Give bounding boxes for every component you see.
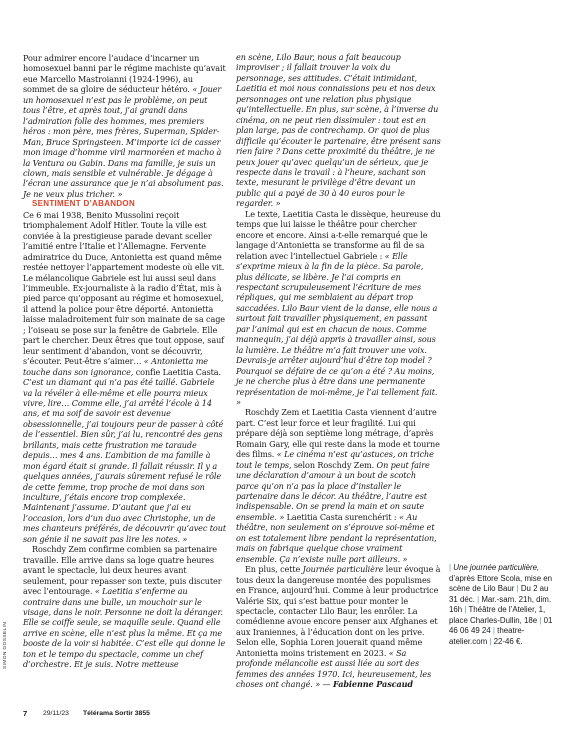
magazine-name: Télérama Sortir 3855 [83,709,150,717]
show-price: 22-46 €. [493,636,523,646]
article-paragraph: en scène, Lilo Baur, nous a fait beaucoup improviser ; il fallait trouver la voix du personnage, ses attitudes. C’était intimidant, Laetitia et moi nous connaissions peu et nos deux personnages ont une relation plus physique qu’intellectuelle. En plus, sur scène, à l’inverse du cinéma, on ne peut rien dissimuler : tout est en plan large, pas de contrechamp. Or quoi de plus difficile qu’écouter le partenaire, être présent sans rien faire ? Dans cette proximité du théâtre, je ne peux jouer qu’avec quelqu’un de sérieux, que je respecte dans le travail : à l’heure, sachant son texte, mesurant le privilège d’être devant un public qui a payé de 30 à 40 euros pour le regarder. » [236,52,441,209]
article-paragraph: Roschdy Zem confirme combien sa partenaire travaille. Elle arrive dans sa loge quatre heures avant le spectacle, lui deux heures avant seulement, pour repasser son texte, puis discuter avec l’entourage. « Laetitia s’enferme au contraire dans une bulle, un mouchoir sur le visage, dans le noir. Personne ne doit la déranger. Elle se coiffe seule, se maquille seule. Quand elle arrive en scène, elle n’est plus la même. Et ça me booste de la voir si habitée. C’est elle qui donne le ton et le tempo du spectacle, comme un chef d’orchestre. Et je suis. Notre metteuse [23,544,226,670]
show-credits: d’après Ettore Scola, mise en scène de Lilo Baur [449,573,553,593]
photo-credit: SIMON GOSSELIN [3,621,8,669]
article-column-1 [23,53,226,670]
show-venue: Théâtre de l’Atelier, 1, place Charles-Dullin, 18e [449,605,546,625]
show-times: Mar.-sam. 21h, dim. 16h [449,594,552,614]
show-info-box: | Une journée particulière, d’après Ettore Scola, mise en scène de Lilo Baur | Du 2 au 31 déc. | Mar.-sam. 21h, dim. 16h | Théâtre de l’Atelier, 1, place Charles-Dullin, 18e | 01 46 06 49 24 | theatre-atelier.com | 22-46 €. [449,563,553,646]
show-dates: Du 2 au 31 déc. [449,584,549,604]
page-footer [23,707,283,719]
show-website: theatre-atelier.com [449,626,525,646]
page-number: 7 [23,708,28,718]
show-phone: 01 46 06 49 24 [449,615,553,635]
section-subheading: SENTIMENT D’ABANDON [32,199,136,209]
article-paragraph: Ce 6 mai 1938, Benito Mussolini reçoit triomphalement Adolf Hitler. Toute la ville est conviée à la prestigieuse parade devant sceller l’amitié entre l’Italie et l’Allemagne. Fervente admiratrice du Duce, Antonietta est quand même restée nettoyer l’appartement modeste où elle vit. Le mélancolique Gabriele est lui aussi seul dans l’immeuble. Ex-journaliste à la radio d’État, mis à pied parce qu’opposant au régime et homosexuel, il attend la police pour être déporté. Antonietta laisse maladroitement fuir son mainate de sa cage ; l’oiseau se pose sur la fenêtre de Gabriele. Elle part le chercher. Deux êtres que tout oppose, sauf leur sentiment d’abandon, vont se découvrir, s’écouter. Peut-être s’aimer… « Antonietta me touche dans son ignorance, confie Laetitia Casta. C’est un diamant qui n’a pas été taillé. Gabriele va la révéler à elle-même et elle pourra mieux vivre, lire… Comme elle, j’ai arrêté l’école à 14 ans, et ma soif de savoir est devenue obsessionnelle, j’ai toujours peur de passer à côté de l’essentiel. Bien sûr, j’ai lu, rencontré des gens brillants, mais cette frustration me taraude depuis… mes 4 ans. L’ambition de ma famille à mon égard était si grande. Il fallait réussir. Il y a quelques années, j’aurais sûrement refusé le rôle de cette femme, trop proche de moi dans son inculture, j’étais encore trop complexée. Maintenant j’assume. D’autant que j’ai eu l’occasion, lors d’un duo avec Christophe, un de mes chanteurs préférés, de découvrir qu’avec tout son génie il ne savait pas lire les notes. » [23,209,226,544]
article-column-2 [236,52,441,690]
article-paragraph: Le texte, Laetitia Casta le dissèque, heureuse du temps que lui laisse le théâtre pour chercher encore et encore. Ainsi a-t-elle remarqué que le langage d’Antonietta se transforme au fil de sa relation avec l’intellectuel Gabriele : « Elle s’exprime mieux à la fin de la pièce. Sa parole, plus délicate, se libère. Je l’ai compris en respectant scrupuleusement l’écriture de mes répliques, qui me semblaient au départ trop saccadées. Lilo Baur vient de la danse, elle nous a surtout fait travailler physiquement, en passant par l’animal qui est en chacun de nous. Comme mannequin, j’ai déjà appris à travailler ainsi, sous la lumière. Le théâtre m’a fait trouver une voix. Devrais-je arrêter aujourd’hui d’être top model ? Pourquoi se défaire de ce qu’on a été ? Au moins, je ne cherche plus à être dans une permanente représentation de moi-même, je l’ai tellement fait. » [236,208,441,407]
show-title: Une journée particulière, [453,563,540,572]
article-paragraph: Roschdy Zem et Laetitia Casta viennent d’autre part. C’est leur force et leur fragilité. Lui qui prépare déjà son septième long métrage, d’après Romain Gary, elle qui reste dans la mode et tourne des films. « Le cinéma n’est qu’astuces, on triche tout le temps, selon Roschdy Zem. On peut faire une déclaration d’amour à un bout de scotch parce qu’on n’a pas la place d’installer le partenaire dans le décor. Au théâtre, l’autre est indispensable. On se prend la main et on saute ensemble. » Laetitia Casta surenchérit : « Au théâtre, non seulement on s’éprouve soi-même et on est totalement libre pendant la représentation, mais on fabrique quelque chose vraiment ensemble. Ça n’existe nulle part ailleurs. » [236,407,440,564]
article-paragraph: En plus, cette Journée particulière leur évoque à tous deux la dangereuse montée des populismes en France, aujourd’hui. Comme à leur productrice Valérie Six, qui s’est battue pour monter le spectacle, contacter Lilo Baur, les enrôler. La comédienne avoue encore penser aux Afghanes et aux Iraniennes, à l’éducation dont on les prive. Selon elle, Sophia Loren jouerait quand même Antonietta moins tristement en 2023. « Sa profonde mélancolie est aussi liée au sort des femmes des années 1970. Ici, heureusement, les choses ont changé. » — Fabienne Pascaud [236,564,441,690]
issue-date: 29/11/23 [43,709,69,717]
article-paragraph: Pour admirer encore l’audace d’incarner un homosexuel banni par le régime machiste qu’avait eue Marcello Mastroianni (1924-1996), au sommet de sa gloire de séducteur hétéro. « Jouer un homosexuel n’est pas le problème, on peut tous l’être, et après tout, j’ai grandi dans l’admiration folle des hommes, mes premiers héros : mon père, mes frères, Superman, Spider-Man, Bruce Springsteen. M’importe ici de casser mon image d’homme viril marmoréen et macho à la Ventura ou Gabin. Dans ma famille, je suis un clown, mais sensible et vulnérable. Je dégage à l’écran une assurance que je n’ai absolument pas. Je ne veux plus tricher. » [23,53,226,199]
